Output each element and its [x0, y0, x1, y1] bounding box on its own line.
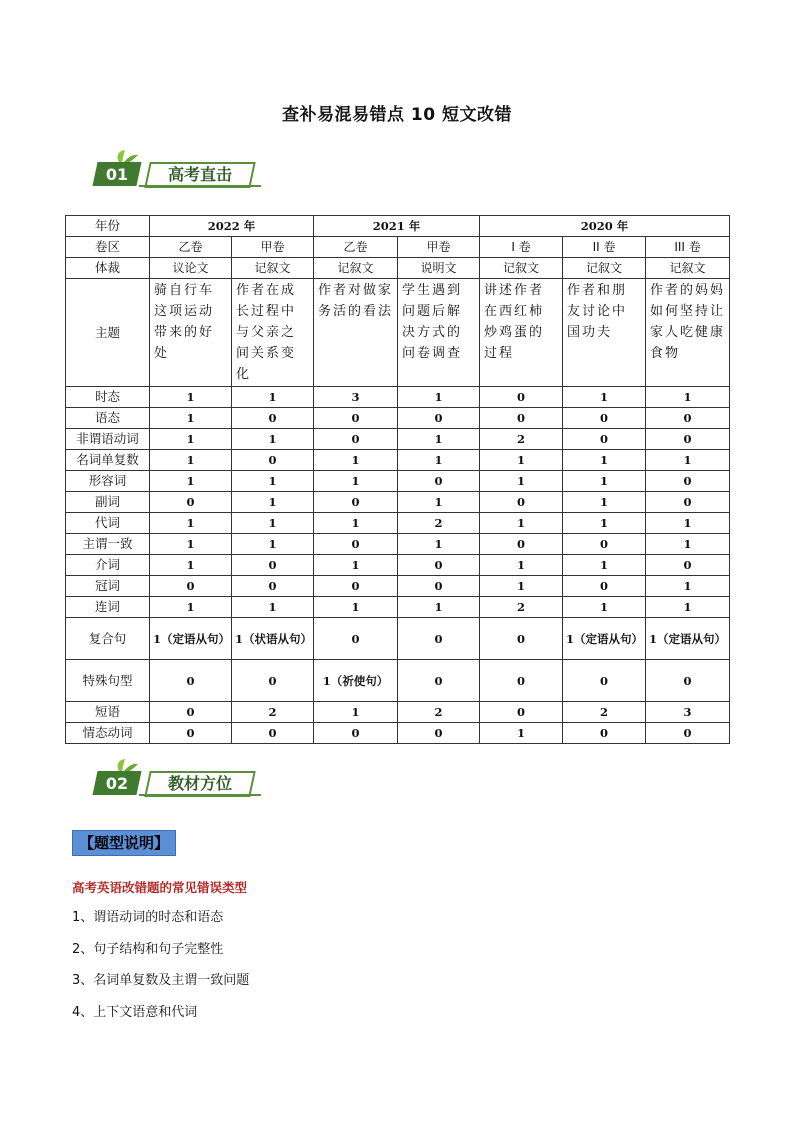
topic-cell: 骑自行车这项运动带来的好处: [150, 279, 232, 387]
value-cell: 0: [398, 618, 480, 660]
value-cell: 0: [480, 618, 563, 660]
value-cell: 1: [563, 513, 646, 534]
row-header-cell: 名词单复数: [66, 450, 150, 471]
table-row: [66, 471, 730, 492]
row-header-cell: 情态动词: [66, 723, 150, 744]
table-row: [66, 597, 730, 618]
row-header-cell: 时态: [66, 387, 150, 408]
value-cell: 1: [314, 450, 398, 471]
value-cell: 1: [150, 471, 232, 492]
value-cell: 0: [314, 723, 398, 744]
value-cell: 1: [563, 450, 646, 471]
table-row: [66, 513, 730, 534]
value-cell: 1: [232, 492, 314, 513]
value-cell: 1: [398, 534, 480, 555]
value-cell: 1: [150, 429, 232, 450]
row-header-cell: 短语: [66, 702, 150, 723]
value-cell: 1: [398, 429, 480, 450]
value-cell: 1: [232, 429, 314, 450]
value-cell: 0: [398, 471, 480, 492]
table-row: [66, 429, 730, 450]
row-header-cell: 副词: [66, 492, 150, 513]
value-cell: 2: [480, 429, 563, 450]
value-cell: 0: [563, 408, 646, 429]
genre-cell: 记叙文: [480, 258, 563, 279]
value-cell: 0: [314, 492, 398, 513]
topic-cell: 讲述作者在西红柿炒鸡蛋的过程: [480, 279, 563, 387]
value-cell: 0: [480, 408, 563, 429]
row-header-cell: 主题: [66, 279, 150, 387]
row-header-cell: 代词: [66, 513, 150, 534]
value-cell: 1: [150, 408, 232, 429]
value-cell: 1: [232, 471, 314, 492]
value-cell: 1（定语从句）: [563, 618, 646, 660]
value-cell: 1: [314, 702, 398, 723]
value-cell: 1: [480, 471, 563, 492]
value-cell: 1: [646, 450, 730, 471]
row-header-cell: 冠词: [66, 576, 150, 597]
page-title: 查补易混易错点 10 短文改错: [282, 105, 512, 125]
value-cell: 1: [480, 450, 563, 471]
topic-cell: 学生遇到问题后解决方式的问卷调查: [398, 279, 480, 387]
value-cell: 1: [232, 387, 314, 408]
section-underline: [139, 794, 261, 796]
value-cell: 0: [314, 618, 398, 660]
value-cell: 1（定语从句）: [150, 618, 232, 660]
value-cell: 1: [150, 387, 232, 408]
paper-cell: 乙卷: [150, 237, 232, 258]
section-badge-02: [95, 757, 265, 797]
value-cell: 1: [232, 513, 314, 534]
table-row: [66, 576, 730, 597]
row-header-cell: 年份: [66, 216, 150, 237]
value-cell: 1: [563, 597, 646, 618]
row-header-cell: 复合句: [66, 618, 150, 660]
value-cell: 1: [314, 597, 398, 618]
value-cell: 1: [480, 513, 563, 534]
table-row-genre: [66, 258, 730, 279]
table-row: [66, 702, 730, 723]
value-cell: 0: [480, 702, 563, 723]
value-cell: 1: [150, 555, 232, 576]
error-types-heading: 高考英语改错题的常见错误类型: [72, 880, 248, 895]
value-cell: 1: [232, 534, 314, 555]
row-header-cell: 特殊句型: [66, 660, 150, 702]
table-row: [66, 555, 730, 576]
paper-cell: 乙卷: [314, 237, 398, 258]
value-cell: 1: [398, 450, 480, 471]
row-header-cell: 连词: [66, 597, 150, 618]
table-row-year: [66, 216, 730, 237]
value-cell: 2: [398, 702, 480, 723]
topic-cell: 作者对做家务活的看法: [314, 279, 398, 387]
value-cell: 1: [646, 387, 730, 408]
table-row: [66, 492, 730, 513]
genre-cell: 记叙文: [563, 258, 646, 279]
value-cell: 0: [314, 408, 398, 429]
list-item: 3、名词单复数及主谓一致问题: [72, 973, 250, 988]
value-cell: 0: [646, 471, 730, 492]
list-item: 2、句子结构和句子完整性: [72, 941, 224, 957]
value-cell: 0: [314, 576, 398, 597]
row-header-cell: 形容词: [66, 471, 150, 492]
value-cell: 1: [480, 723, 563, 744]
paper-cell: I 卷: [480, 237, 563, 258]
table-row-topic: [66, 279, 730, 387]
topic-cell: 作者在成长过程中与父亲之间关系变化: [232, 279, 314, 387]
table-row-paper: [66, 237, 730, 258]
paper-cell: II 卷: [563, 237, 646, 258]
paper-cell: 甲卷: [398, 237, 480, 258]
exam-statistics-table: [65, 215, 730, 744]
value-cell: 1: [398, 387, 480, 408]
topic-cell: 作者和朋友讨论中国功夫: [563, 279, 646, 387]
value-cell: 0: [232, 408, 314, 429]
row-header-cell: 卷区: [66, 237, 150, 258]
table-row: [66, 723, 730, 744]
table-row: [66, 618, 730, 660]
value-cell: 1: [646, 534, 730, 555]
row-header-cell: 非谓语动词: [66, 429, 150, 450]
section-number: 02: [92, 771, 141, 795]
genre-cell: 记叙文: [314, 258, 398, 279]
value-cell: 0: [646, 555, 730, 576]
value-cell: 1: [563, 471, 646, 492]
value-cell: 0: [646, 429, 730, 450]
section-label: 教材方位: [144, 771, 256, 797]
value-cell: 0: [563, 429, 646, 450]
value-cell: 1: [150, 513, 232, 534]
value-cell: 0: [314, 429, 398, 450]
value-cell: 1: [646, 576, 730, 597]
value-cell: 1: [398, 492, 480, 513]
value-cell: 1: [314, 513, 398, 534]
row-header-cell: 主谓一致: [66, 534, 150, 555]
table-row: [66, 534, 730, 555]
value-cell: 1: [563, 555, 646, 576]
value-cell: 2: [398, 513, 480, 534]
value-cell: 1: [314, 471, 398, 492]
section-number: 01: [92, 162, 141, 186]
value-cell: 1: [563, 492, 646, 513]
paper-cell: III 卷: [646, 237, 730, 258]
value-cell: 0: [646, 408, 730, 429]
value-cell: 0: [398, 408, 480, 429]
value-cell: 2: [563, 702, 646, 723]
value-cell: 1（定语从句）: [646, 618, 730, 660]
row-header-cell: 语态: [66, 408, 150, 429]
value-cell: 0: [646, 660, 730, 702]
value-cell: 3: [646, 702, 730, 723]
value-cell: 0: [480, 492, 563, 513]
value-cell: 0: [646, 723, 730, 744]
section-badge-01: [95, 148, 265, 188]
value-cell: 0: [314, 534, 398, 555]
genre-cell: 记叙文: [232, 258, 314, 279]
value-cell: 0: [150, 723, 232, 744]
value-cell: 0: [150, 702, 232, 723]
year-header-cell: 2021 年: [314, 216, 480, 237]
row-header-cell: 体裁: [66, 258, 150, 279]
value-cell: 2: [480, 597, 563, 618]
value-cell: 0: [232, 660, 314, 702]
value-cell: 0: [398, 576, 480, 597]
topic-cell: 作者的妈妈如何坚持让家人吃健康食物: [646, 279, 730, 387]
value-cell: 0: [398, 660, 480, 702]
genre-cell: 记叙文: [646, 258, 730, 279]
value-cell: 0: [232, 555, 314, 576]
error-types-list: [72, 908, 249, 1034]
table-row: [66, 660, 730, 702]
value-cell: 0: [232, 450, 314, 471]
value-cell: 0: [563, 534, 646, 555]
value-cell: 0: [232, 723, 314, 744]
value-cell: 0: [563, 660, 646, 702]
value-cell: 0: [150, 576, 232, 597]
value-cell: 1: [646, 597, 730, 618]
paper-cell: 甲卷: [232, 237, 314, 258]
question-type-box: 【题型说明】: [72, 830, 176, 856]
value-cell: 0: [646, 492, 730, 513]
genre-cell: 议论文: [150, 258, 232, 279]
value-cell: 0: [232, 576, 314, 597]
value-cell: 0: [480, 387, 563, 408]
value-cell: 1（状语从句）: [232, 618, 314, 660]
value-cell: 1: [150, 450, 232, 471]
section-underline: [139, 185, 261, 187]
value-cell: 3: [314, 387, 398, 408]
value-cell: 0: [480, 660, 563, 702]
year-header-cell: 2020 年: [480, 216, 730, 237]
genre-cell: 说明文: [398, 258, 480, 279]
value-cell: 0: [480, 534, 563, 555]
section-label: 高考直击: [144, 162, 256, 188]
value-cell: 2: [232, 702, 314, 723]
value-cell: 0: [563, 723, 646, 744]
value-cell: 1: [480, 555, 563, 576]
value-cell: 0: [150, 492, 232, 513]
list-item: 4、上下文语意和代词: [72, 1004, 198, 1020]
value-cell: 1: [480, 576, 563, 597]
value-cell: 1（祈使句）: [314, 660, 398, 702]
value-cell: 1: [398, 597, 480, 618]
table-row: [66, 450, 730, 471]
value-cell: 1: [646, 513, 730, 534]
value-cell: 1: [150, 534, 232, 555]
value-cell: 1: [314, 555, 398, 576]
list-item: 1、谓语动词的时态和语态: [72, 910, 224, 925]
value-cell: 1: [150, 597, 232, 618]
value-cell: 1: [232, 597, 314, 618]
value-cell: 0: [563, 576, 646, 597]
table-row: [66, 387, 730, 408]
year-header-cell: 2022 年: [150, 216, 314, 237]
value-cell: 0: [150, 660, 232, 702]
value-cell: 1: [563, 387, 646, 408]
table-row: [66, 408, 730, 429]
row-header-cell: 介词: [66, 555, 150, 576]
value-cell: 0: [398, 723, 480, 744]
value-cell: 0: [398, 555, 480, 576]
